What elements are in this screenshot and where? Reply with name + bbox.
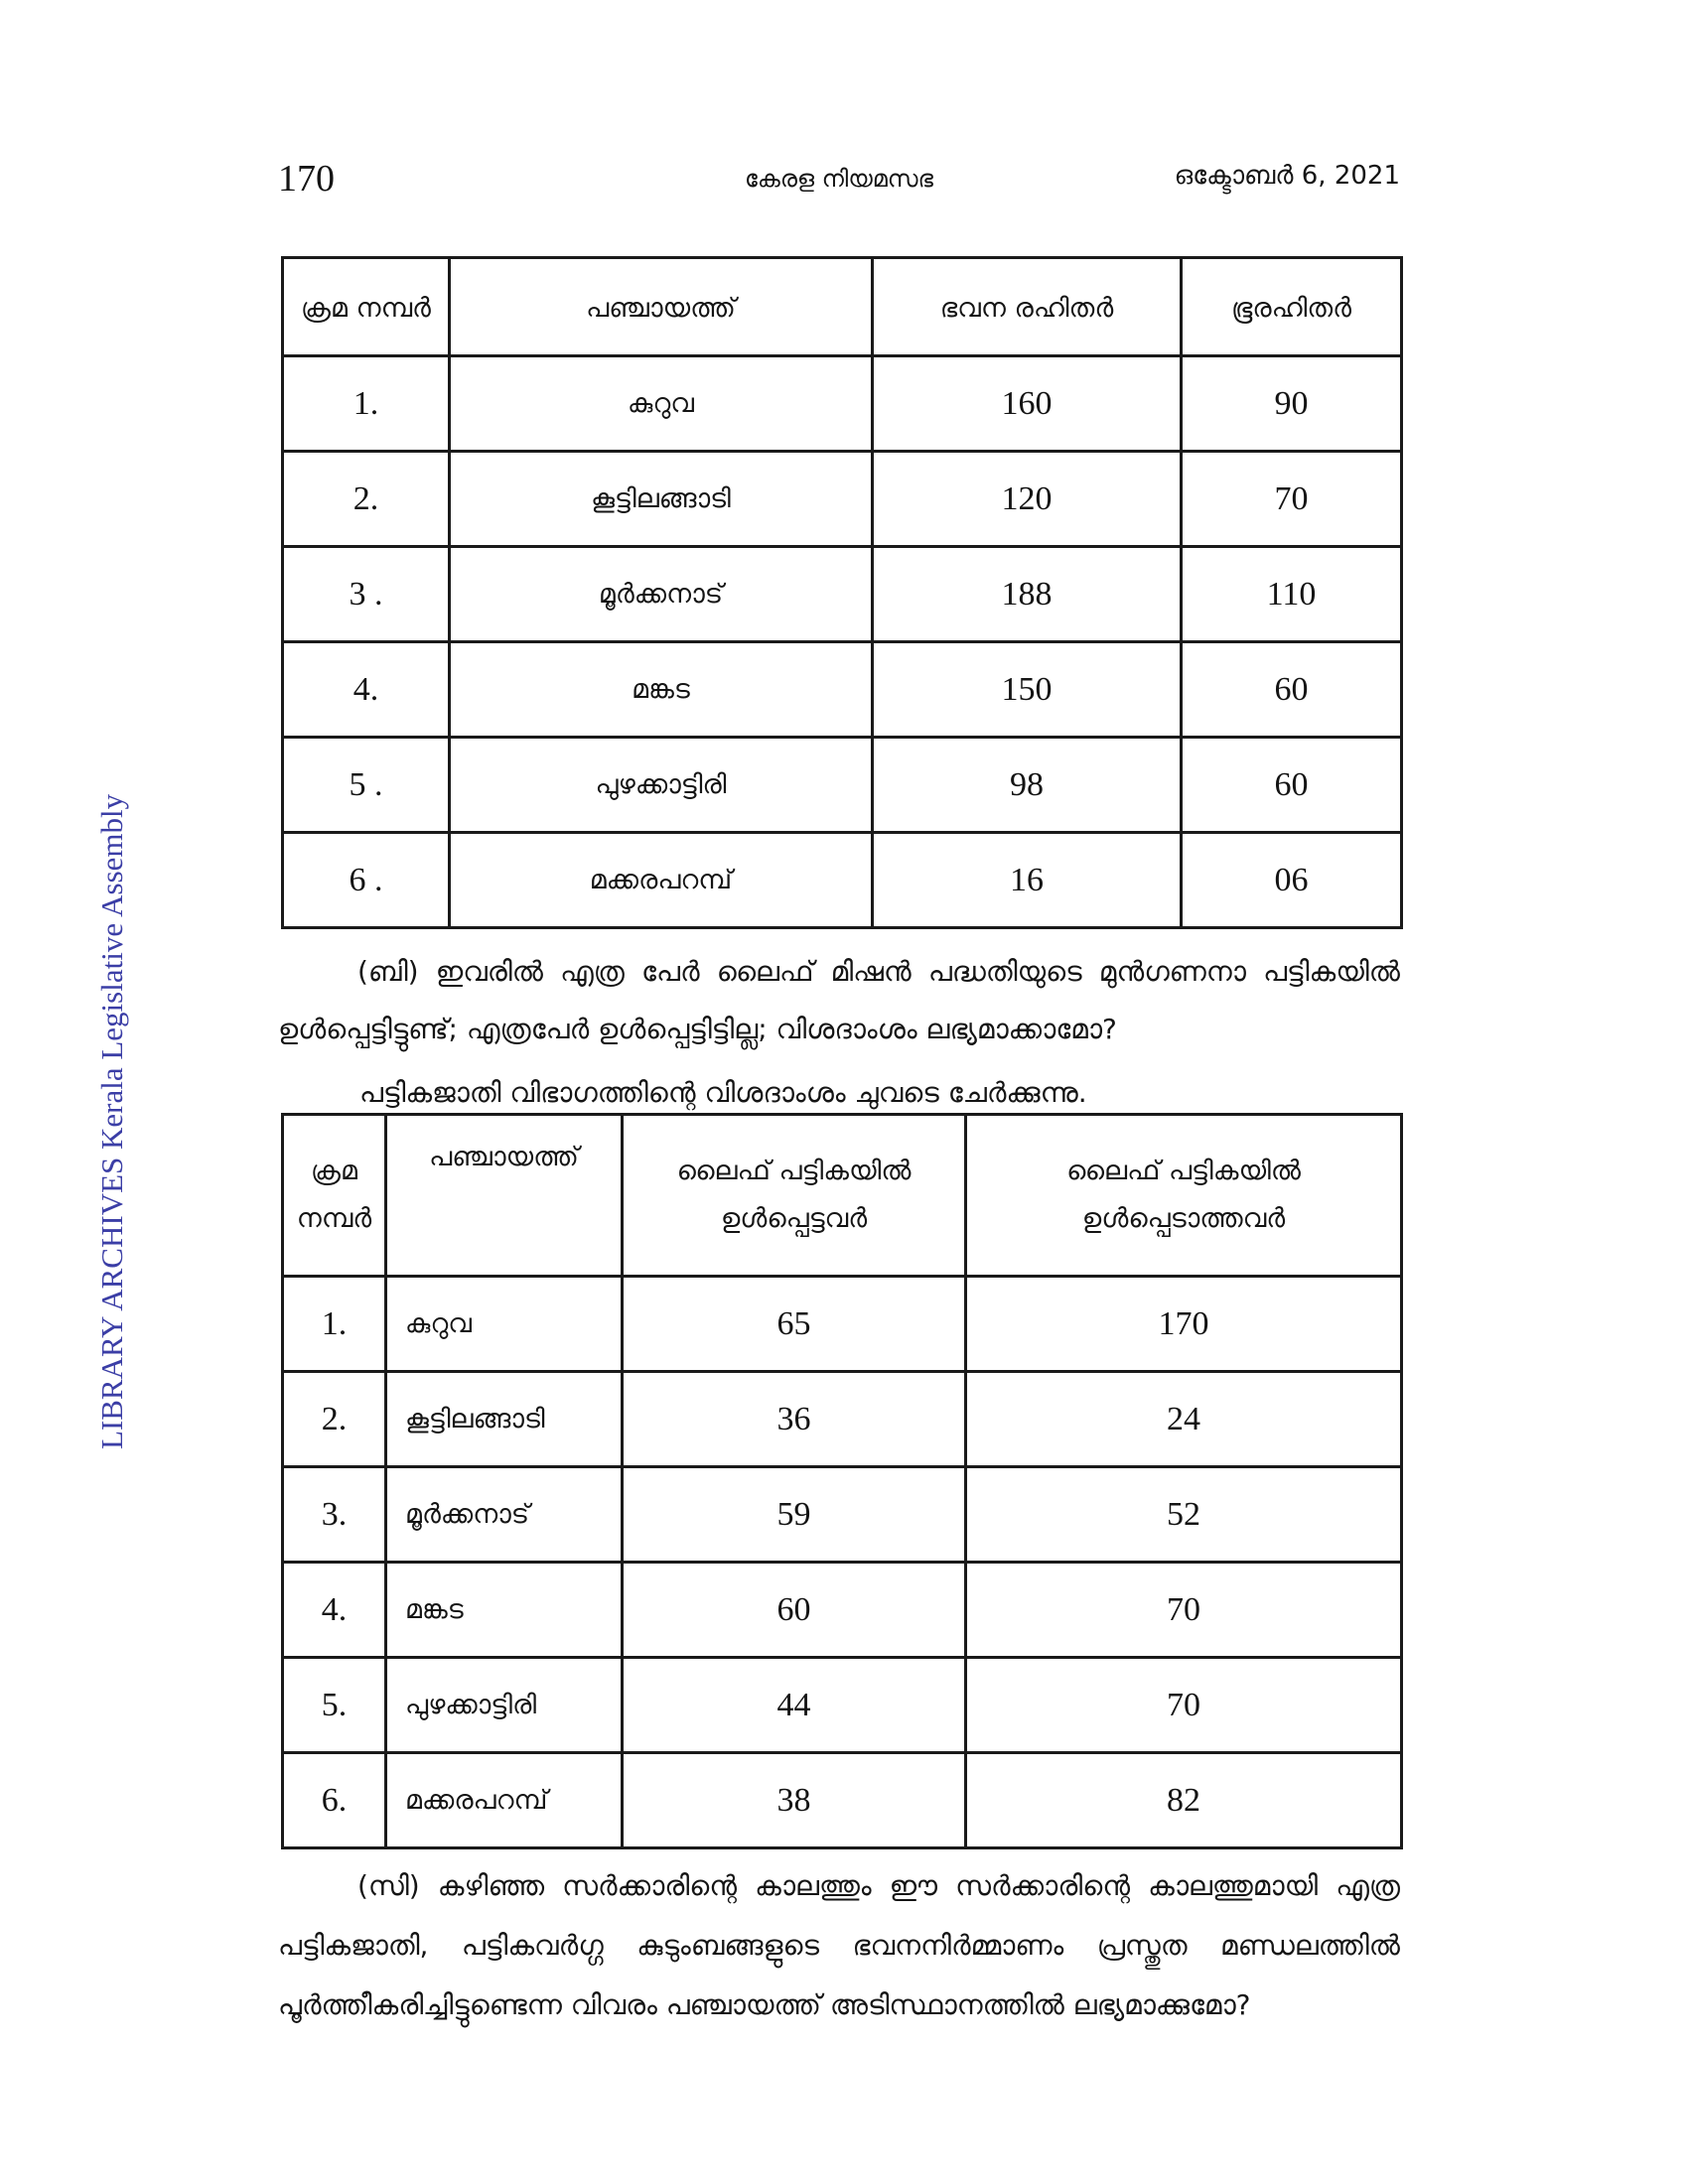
table-header-row (283, 258, 1402, 356)
excluded-cell: 52 (966, 1467, 1402, 1563)
included-cell: 36 (623, 1372, 966, 1467)
homeless-cell: 98 (873, 738, 1182, 833)
serial-cell: 6. (283, 1753, 386, 1848)
excluded-cell: 170 (966, 1277, 1402, 1372)
homeless-cell: 150 (873, 642, 1182, 738)
page-header (278, 157, 1400, 206)
panchayat-cell: മക്കരപറമ്പ് (450, 833, 873, 928)
included-cell: 44 (623, 1658, 966, 1753)
serial-cell: 2. (283, 452, 450, 547)
table-row (283, 356, 1402, 452)
landless-cell: 90 (1182, 356, 1402, 452)
life-list-table (281, 1113, 1403, 1849)
table-row (283, 1753, 1402, 1848)
page-number: 170 (278, 158, 335, 200)
column-header-landless: ഭൂരഹിതർ (1182, 258, 1402, 356)
table-row (283, 738, 1402, 833)
panchayat-cell: കുറുവ (386, 1277, 623, 1372)
table-row (283, 642, 1402, 738)
table-row (283, 547, 1402, 642)
landless-cell: 60 (1182, 642, 1402, 738)
column-header-homeless: ഭവന രഹിതർ (873, 258, 1182, 356)
table-row (283, 1658, 1402, 1753)
question-b (278, 943, 1400, 1058)
excluded-cell: 24 (966, 1372, 1402, 1467)
question-c-text: (സി) കഴിഞ്ഞ സർക്കാരിന്റെ കാലത്തും ഈ സർക്കാരിന്റെ കാലത്തുമായി എത്ര പട്ടികജാതി, പട്ടികവർഗ്ഗ കുടുംബങ്ങളുടെ ഭവനനിർമ്മാണം പ്രസ്തുത മണ്ഡലത്തിൽ പൂർത്തീകരിച്ചിട്ടുണ്ടെന്ന വിവരം പഞ്ചായത്ത് അടിസ്ഥാനത്തിൽ ലഭ്യമാക്കുമോ? (278, 1869, 1400, 2021)
table-row (283, 1277, 1402, 1372)
table-header-row (283, 1115, 1402, 1277)
panchayat-cell: മങ്കട (386, 1563, 623, 1658)
landless-cell: 06 (1182, 833, 1402, 928)
panchayat-cell: കൂട്ടിലങ്ങാടി (450, 452, 873, 547)
column-header-serial: ക്രമ നമ്പർ (283, 1115, 386, 1277)
panchayat-cell: മക്കരപറമ്പ് (386, 1753, 623, 1848)
serial-cell: 6 . (283, 833, 450, 928)
panchayat-cell: മൂർക്കനാട് (450, 547, 873, 642)
table-row (283, 452, 1402, 547)
table-row (283, 1467, 1402, 1563)
homeless-cell: 188 (873, 547, 1182, 642)
homeless-landless-table (281, 256, 1403, 929)
homeless-cell: 160 (873, 356, 1182, 452)
column-header-included: ലൈഫ് പട്ടികയിൽ ഉൾപ്പെട്ടവർ (623, 1115, 966, 1277)
excluded-cell: 82 (966, 1753, 1402, 1848)
panchayat-cell: കുറുവ (450, 356, 873, 452)
landless-cell: 60 (1182, 738, 1402, 833)
included-cell: 60 (623, 1563, 966, 1658)
serial-cell: 4. (283, 642, 450, 738)
archive-watermark: LIBRARY ARCHIVES Kerala Legislative Assembly (94, 793, 129, 1449)
panchayat-cell: കൂട്ടിലങ്ങാടി (386, 1372, 623, 1467)
included-cell: 38 (623, 1753, 966, 1848)
column-header-panchayat: പഞ്ചായത്ത് (450, 258, 873, 356)
panchayat-cell: പുഴക്കാട്ടിരി (450, 738, 873, 833)
column-header-panchayat: പഞ്ചായത്ത് (386, 1115, 623, 1277)
table-row (283, 833, 1402, 928)
scheduled-caste-intro: പട്ടികജാതി വിഭാഗത്തിന്റെ വിശദാംശം ചുവടെ ചേർക്കുന്നു. (359, 1076, 1087, 1109)
table-row (283, 1372, 1402, 1467)
panchayat-cell: പുഴക്കാട്ടിരി (386, 1658, 623, 1753)
excluded-cell: 70 (966, 1658, 1402, 1753)
serial-cell: 1. (283, 356, 450, 452)
panchayat-cell: മൂർക്കനാട് (386, 1467, 623, 1563)
header-date: ഒക്ടോബർ 6, 2021 (1174, 161, 1400, 191)
landless-cell: 110 (1182, 547, 1402, 642)
assembly-title: കേരള നിയമസഭ (744, 165, 934, 193)
serial-cell: 3 . (283, 547, 450, 642)
excluded-cell: 70 (966, 1563, 1402, 1658)
table-row (283, 1563, 1402, 1658)
serial-cell: 2. (283, 1372, 386, 1467)
panchayat-cell: മങ്കട (450, 642, 873, 738)
landless-cell: 70 (1182, 452, 1402, 547)
homeless-cell: 120 (873, 452, 1182, 547)
included-cell: 59 (623, 1467, 966, 1563)
serial-cell: 5. (283, 1658, 386, 1753)
question-c (278, 1856, 1400, 2035)
column-header-serial: ക്രമ നമ്പർ (283, 258, 450, 356)
serial-cell: 4. (283, 1563, 386, 1658)
serial-cell: 3. (283, 1467, 386, 1563)
serial-cell: 5 . (283, 738, 450, 833)
serial-cell: 1. (283, 1277, 386, 1372)
question-b-text: (ബി) ഇവരിൽ എത്ര പേർ ലൈഫ് മിഷൻ പദ്ധതിയുടെ മുൻഗണനാ പട്ടികയിൽ ഉൾപ്പെട്ടിട്ടുണ്ട്; എത്രപേർ ഉൾപ്പെട്ടിട്ടില്ല; വിശദാംശം ലഭ്യമാക്കാമോ? (278, 955, 1400, 1045)
column-header-excluded: ലൈഫ് പട്ടികയിൽ ഉൾപ്പെടാത്തവർ (966, 1115, 1402, 1277)
homeless-cell: 16 (873, 833, 1182, 928)
included-cell: 65 (623, 1277, 966, 1372)
